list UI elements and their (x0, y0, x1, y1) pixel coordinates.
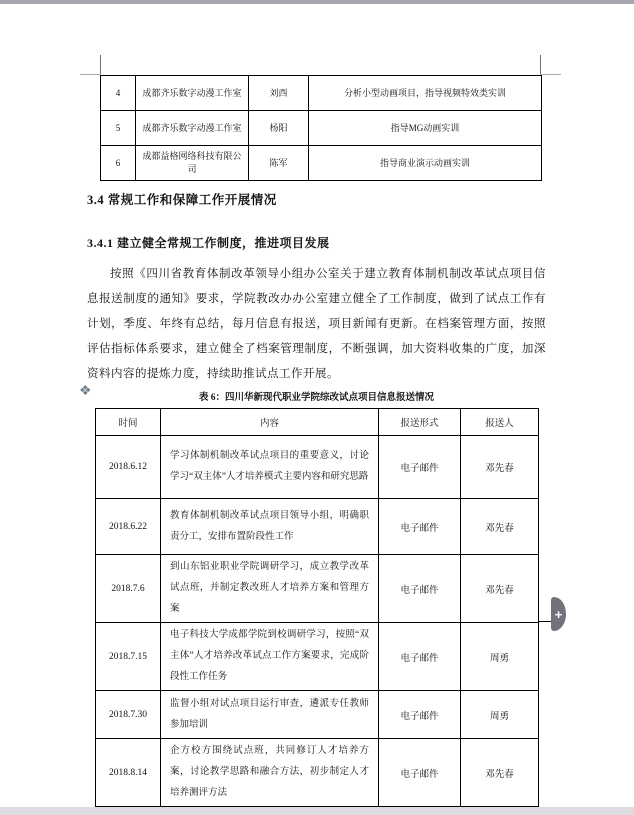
date-cell: 2018.6.22 (96, 499, 161, 555)
section-heading-3-4: 3.4 常规工作和保障工作开展情况 (87, 193, 277, 207)
form-cell: 电子邮件 (379, 436, 461, 499)
table-row (101, 76, 542, 111)
task-cell: 指导商业演示动画实训 (309, 146, 542, 181)
form-cell: 电子邮件 (379, 739, 461, 807)
org-cell: 成都益格网络科技有限公司 (136, 146, 249, 181)
person-cell: 周勇 (461, 691, 539, 739)
table-row (101, 146, 542, 181)
row-number-cell: 6 (101, 146, 136, 181)
person-cell: 邓先春 (461, 436, 539, 499)
report-table (95, 408, 539, 807)
date-cell: 2018.8.14 (96, 739, 161, 807)
person-cell: 邓先春 (461, 555, 539, 623)
table-move-handle-icon[interactable]: ❖ (79, 384, 92, 399)
date-cell: 2018.7.30 (96, 691, 161, 739)
person-cell: 刘西 (249, 76, 309, 111)
column-header-time: 时间 (96, 409, 161, 436)
column-header-content: 内容 (161, 409, 379, 436)
table-header-row (96, 409, 539, 436)
date-cell: 2018.6.12 (96, 436, 161, 499)
person-cell: 杨阳 (249, 111, 309, 146)
plus-icon: + (554, 606, 563, 622)
table-row (96, 739, 539, 807)
table-row (96, 691, 539, 739)
task-cell: 分析小型动画项目，指导视频特效类实训 (309, 76, 542, 111)
content-cell: 企方校方围绕试点班，共同修订人才培养方案，讨论教学思路和融合方法，初步制定人才培养测评方法 (161, 739, 379, 807)
person-cell: 周勇 (461, 623, 539, 691)
subsection-heading-3-4-1: 3.4.1 建立健全常规工作制度，推进项目发展 (87, 236, 330, 250)
form-cell: 电子邮件 (379, 499, 461, 555)
content-cell: 监督小组对试点项目运行审查，遴派专任教师参加培训 (161, 691, 379, 739)
person-cell: 邓先春 (461, 739, 539, 807)
table-border-continuation-left (100, 55, 101, 75)
date-cell: 2018.7.6 (96, 555, 161, 623)
content-cell: 学习体制机制改革试点项目的重要意义，讨论学习“双主体”人才培养模式主要内容和研究思路 (161, 436, 379, 499)
table-row (96, 555, 539, 623)
partners-table (100, 75, 542, 181)
table-row (101, 111, 542, 146)
org-cell: 成都齐乐数字动漫工作室 (136, 76, 249, 111)
person-cell: 邓先春 (461, 499, 539, 555)
table-row (96, 623, 539, 691)
body-paragraph: 按照《四川省教育体制改革领导小组办公室关于建立教育体制机制改革试点项目信息报送制度的通知》要求，学院教改办办公室建立健全了工作制度，做到了试点工作有计划，季度、年终有总结，每月信息有报送，项目新闻有更新。在档案管理方面，按照评估指标体系要求，建立健全了档案管理制度，不断强调，加大资料收集的广度，加深资料内容的提炼力度，持续助推试点工作开展。 (87, 268, 546, 380)
column-header-form: 报送形式 (379, 409, 461, 436)
form-cell: 电子邮件 (379, 623, 461, 691)
text-boundary-mark-left (80, 74, 101, 75)
row-number-cell: 4 (101, 76, 136, 111)
table-row (96, 499, 539, 555)
table-row (96, 436, 539, 499)
date-cell: 2018.7.15 (96, 623, 161, 691)
window-top-edge (0, 0, 634, 4)
content-cell: 教育体制机制改革试点项目领导小组，明确职责分工，安排布置阶段性工作 (161, 499, 379, 555)
table-caption: 表 6：四川华新现代职业学院综改试点项目信息报送情况 (198, 393, 435, 403)
row-boundary-line (539, 621, 551, 622)
form-cell: 电子邮件 (379, 691, 461, 739)
row-number-cell: 5 (101, 111, 136, 146)
window-bottom-edge (0, 807, 634, 815)
person-cell: 陈军 (249, 146, 309, 181)
org-cell: 成都齐乐数字动漫工作室 (136, 111, 249, 146)
content-cell: 到山东铝业职业学院调研学习，成立教学改革试点班，并制定教改班人才培养方案和管理方案 (161, 555, 379, 623)
content-cell: 电子科技大学成都学院到校调研学习，按照“双主体”人才培养改革试点工作方案要求，完成阶段性工作任务 (161, 623, 379, 691)
text-boundary-mark-right (540, 74, 561, 75)
table-border-continuation-right (540, 55, 541, 75)
column-header-person: 报送人 (461, 409, 539, 436)
side-plus-button[interactable] (551, 597, 566, 631)
task-cell: 指导MG动画实训 (309, 111, 542, 146)
form-cell: 电子邮件 (379, 555, 461, 623)
